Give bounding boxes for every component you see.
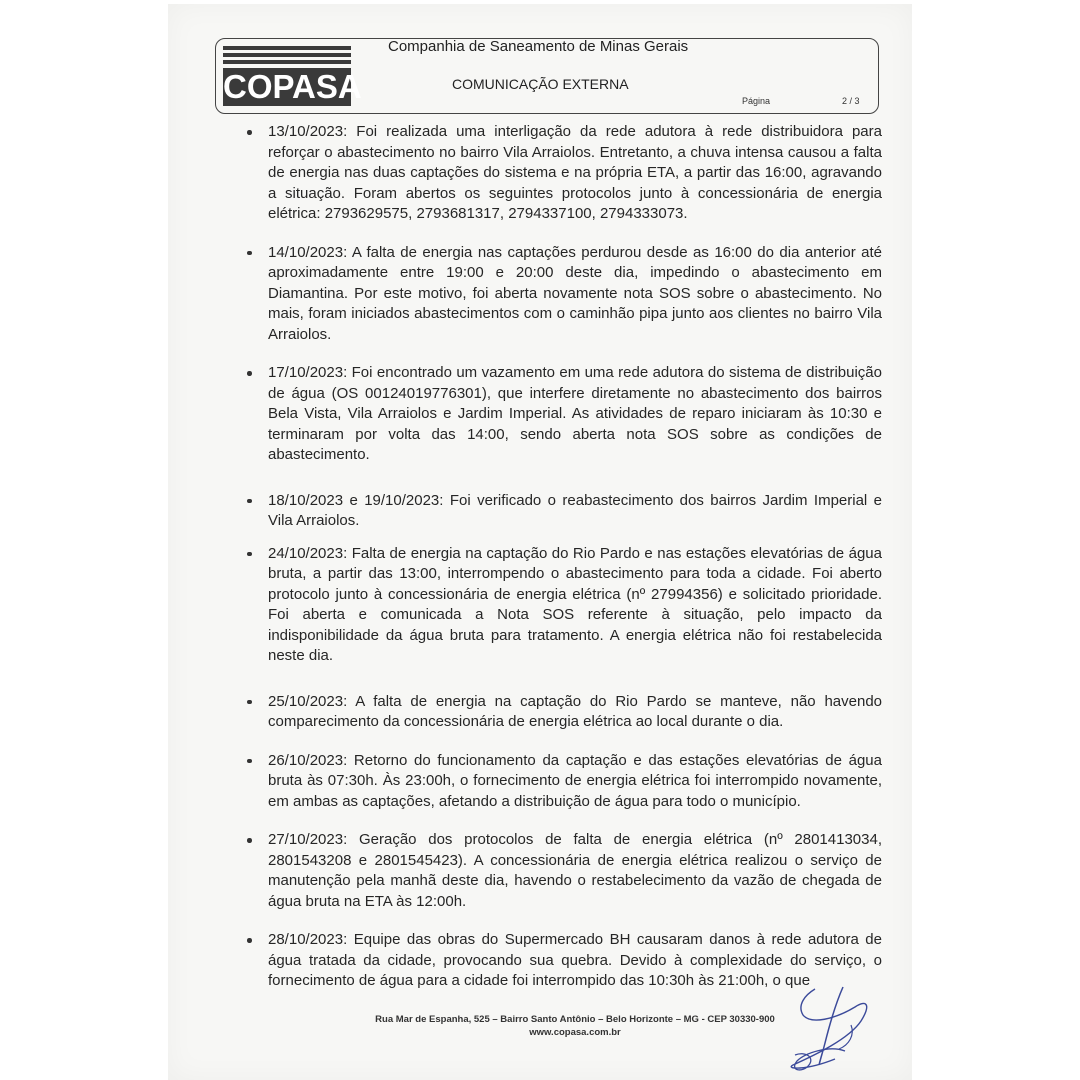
signature-mark: [775, 985, 885, 1077]
list-item: 17/10/2023: Foi encontrado um vazamento em uma rede adutora do sistema de distribuição de água (OS 00124019776301), que interfere diretamente no abastecimento dos bairros Bela Vista, Vila Arraiolos e Jardim Imperial. As atividades de reparo iniciaram às 10:30 e terminaram por volta das 14:00, sendo aberta nota SOS sobre as condições de abastecimento.: [268, 363, 882, 466]
copasa-logo: [223, 46, 362, 108]
page-label: Página: [742, 96, 771, 106]
list-item: 28/10/2023: Equipe das obras do Supermercado BH causaram danos à rede adutora de água tratada da cidade, provocando sua quebra. Devido à complexidade do serviço, o fornecimento de água para a cidade foi interrompido das 10:30h às 21:00h, o que: [268, 930, 882, 992]
list-item: 26/10/2023: Retorno do funcionamento da captação e das estações elevatórias de água bruta às 07:30h. Às 23:00h, o fornecimento de energia elétrica foi interrompido novamente, em ambas as captações, afetando a distribuição de água para todo o município.: [268, 751, 882, 813]
list-item: 13/10/2023: Foi realizada uma interligação da rede adutora à rede distribuidora para reforçar o abastecimento no bairro Vila Arraiolos. Entretanto, a chuva intensa causou a falta de energia nas duas captações do sistema e na própria ETA, a partir das 16:00, agravando a situação. Foram abertos os seguintes protocolos junto à concessionária de energia elétrica: 2793629575, 2793681317, 2794337100, 2794333073.: [268, 122, 882, 225]
list-item: 18/10/2023 e 19/10/2023: Foi verificado o reabastecimento dos bairros Jardim Imperial e Vila Arraiolos.: [268, 491, 882, 532]
footer-website: www.copasa.com.br: [529, 1027, 621, 1038]
company-name: Companhia de Saneamento de Minas Gerais: [388, 38, 689, 55]
list-item: 24/10/2023: Falta de energia na captação do Rio Pardo e nas estações elevatórias de água bruta, a partir das 13:00, interrompendo o abastecimento para toda a cidade. Foi aberto protocolo junto à concessionária de energia elétrica (nº 27994356) e solicitado prioridade. Foi aberta e comunicada a Nota SOS referente à situação, pelo impacto da indisponibilidade da água bruta para tratamento. A energia elétrica não foi restabelecida neste dia.: [268, 544, 882, 667]
list-item: 14/10/2023: A falta de energia nas captações perdurou desde as 16:00 do dia anterior até aproximadamente entre 19:00 e 20:00 deste dia, impedindo o abastecimento em Diamantina. Por este motivo, foi aberta novamente nota SOS sobre o abastecimento. No mais, foram iniciados abastecimentos com o caminhão pipa junto aos clientes no bairro Vila Arraiolos.: [268, 243, 882, 346]
list-item: 27/10/2023: Geração dos protocolos de falta de energia elétrica (nº 2801413034, 2801543208 e 2801545423). A concessionária de energia elétrica realizou o serviço de manutenção pela manhã deste dia, havendo o restabelecimento da vazão de chegada de água bruta na ETA às 12:00h.: [268, 830, 882, 912]
logo-wordmark: COPASA: [223, 68, 362, 105]
list-item: 25/10/2023: A falta de energia na captação do Rio Pardo se manteve, não havendo comparecimento da concessionária de energia elétrica ao local durante o dia.: [268, 692, 882, 733]
footer-address: Rua Mar de Espanha, 525 – Bairro Santo Antônio – Belo Horizonte – MG - CEP 30330-900: [375, 1014, 775, 1025]
report-list: [268, 122, 882, 992]
page-number: 2 / 3: [842, 96, 860, 106]
document-type: COMUNICAÇÃO EXTERNA: [452, 76, 629, 92]
